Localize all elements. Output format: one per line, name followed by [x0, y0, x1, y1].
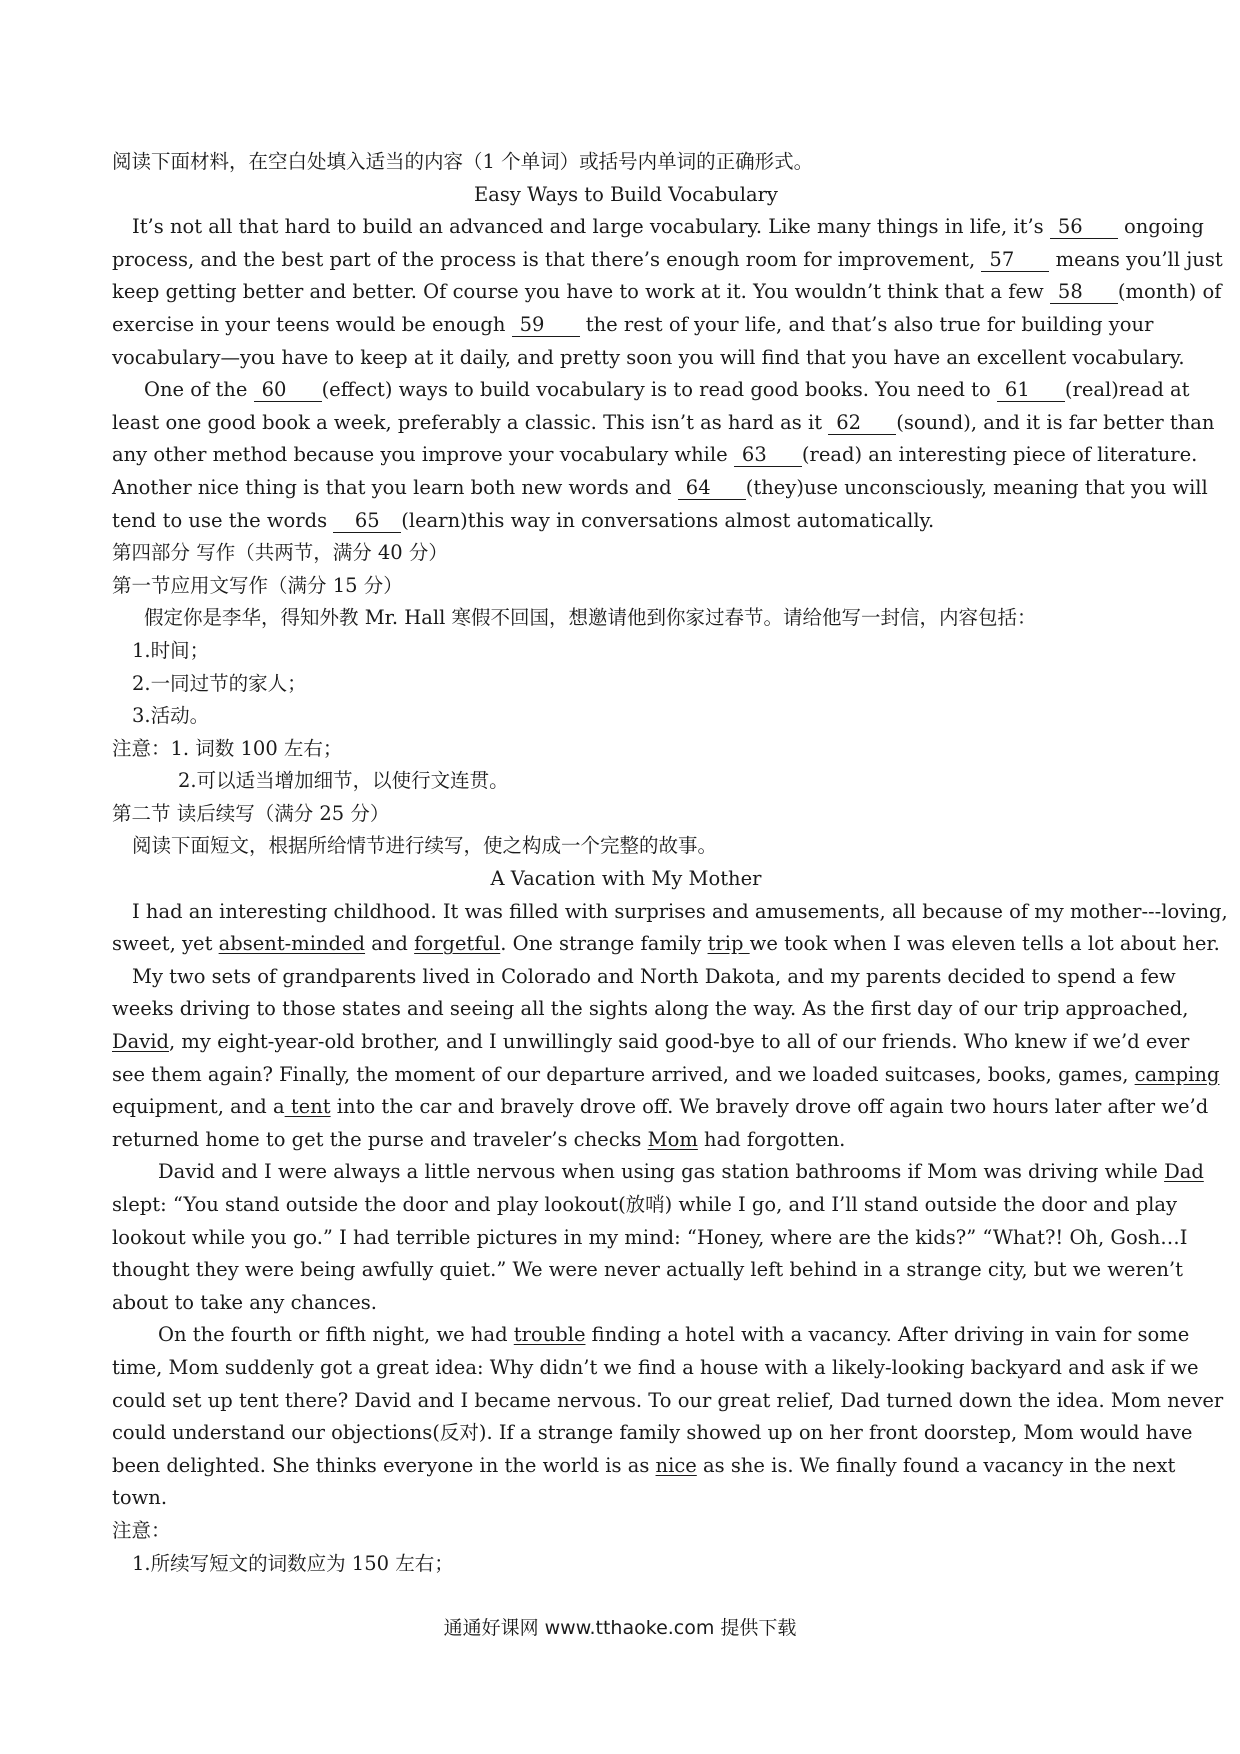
instruction: 阅读下面材料，在空白处填入适当的内容（1 个单词）或括号内单词的正确形式。 — [112, 150, 814, 173]
answer-blank[interactable]: 63 — [734, 444, 802, 467]
passage1-title: Easy Ways to Build Vocabulary — [474, 182, 778, 206]
passage2-line — [112, 1450, 1176, 1483]
underlined-keyword: nice — [655, 1453, 697, 1477]
passage2-line — [112, 993, 1189, 1026]
text-run: , my eight-year-old brother, and I unwillingly said good-bye to all of our friends. Who knew if we’d ever — [169, 1030, 1190, 1054]
text-run: vocabulary—you have to keep at it daily, and pretty soon you will find that you have an excellent vocabulary. — [112, 345, 1185, 369]
underlined-keyword: trouble — [513, 1323, 586, 1347]
text-run: One of the — [144, 378, 254, 402]
underlined-keyword: David — [112, 1030, 169, 1054]
text-run: It’s not all that hard to build an advanced and large vocabulary. Like many things in life, it’s — [132, 215, 1050, 239]
text-run: the rest of your life, and that’s also true for building your — [579, 312, 1154, 336]
section4-heading: 第四部分 写作（共两节，满分 40 分） — [112, 541, 448, 565]
passage1-line — [112, 439, 1198, 472]
passage2-line — [112, 1319, 1190, 1352]
answer-blank[interactable]: 61 — [997, 379, 1065, 402]
text-run: lookout while you go.” I had terrible pictures in my mind: “Honey, where are the kids?” “What?! Oh, Gosh…I — [112, 1225, 1188, 1249]
passage2-line — [112, 1417, 1193, 1450]
part1-heading: 第一节应用文写作（满分 15 分） — [112, 573, 403, 597]
part2-prompt: 阅读下面短文，根据所给情节进行续写，使之构成一个完整的故事。 — [132, 834, 718, 858]
text-run: (they)use unconsciously, meaning that you will — [745, 475, 1208, 499]
text-run: had forgotten. — [697, 1127, 846, 1151]
passage2-line — [112, 1482, 1140, 1515]
text-run: finding a hotel with a vacancy. After driving in vain for some — [585, 1323, 1190, 1347]
text-run: equipment, and a — [112, 1095, 285, 1119]
text-run: (learn)this way in conversations almost automatically. — [401, 508, 935, 532]
text-run: tend to use the words — [112, 508, 334, 532]
passage2-line — [112, 1352, 1199, 1385]
passage1-line — [112, 472, 1208, 505]
text-run: Another nice thing is that you learn both new words and — [112, 475, 678, 499]
answer-blank[interactable]: 58 — [1050, 281, 1118, 304]
answer-blank[interactable]: 64 — [678, 477, 746, 500]
passage2-line — [112, 896, 1228, 929]
text-run: (sound), and it is far better than — [896, 410, 1215, 434]
passage2-line — [112, 1222, 1188, 1255]
passage1-line — [112, 407, 1215, 440]
prompt-item: 1.时间； — [132, 638, 210, 662]
underlined-keyword: absent-minded — [218, 932, 366, 956]
text-run: (effect) ways to build vocabulary is to read good books. You need to — [321, 378, 997, 402]
underlined-keyword: Mom — [647, 1127, 698, 1151]
text-run: could understand our objections(反对). If a strange family showed up on her front doorstep, Mom would have — [112, 1421, 1193, 1445]
passage1-line — [112, 244, 1223, 277]
passage1-line — [112, 211, 1204, 244]
text-run: as she is. We finally found a vacancy in the next — [696, 1453, 1176, 1477]
text-run: town. — [112, 1486, 168, 1510]
text-run: means you’ll just — [1049, 247, 1223, 271]
text-run: exercise in your teens would be enough — [112, 312, 512, 336]
text-run: into the car and bravely drove off. We bravely drove off again two hours later after we’d — [330, 1095, 1209, 1119]
text-run: (read) an interesting piece of literature. — [801, 443, 1198, 467]
text-run: time, Mom suddenly got a great idea: Why didn’t we find a house with a likely-looking backyard and ask if we — [112, 1355, 1199, 1379]
passage2-text — [112, 896, 1228, 1515]
answer-blank[interactable]: 65 — [333, 510, 401, 533]
passage2-line — [112, 1124, 1140, 1157]
underlined-keyword: trip — [707, 932, 750, 956]
passage1-line — [112, 309, 1154, 342]
passage1-text — [112, 211, 1223, 537]
answer-blank[interactable]: 60 — [254, 379, 322, 402]
text-run: least one good book a week, preferably a classic. This isn’t as hard as it — [112, 410, 829, 434]
text-run: On the fourth or fifth night, we had — [158, 1323, 514, 1347]
answer-blank[interactable]: 56 — [1050, 216, 1118, 239]
text-run: keep getting better and better. Of course you have to work at it. You wouldn’t think that a few — [112, 280, 1050, 304]
text-run: we took when I was eleven tells a lot about her. — [749, 932, 1220, 956]
text-run: see them again? Finally, the moment of our departure arrived, and we loaded suitcases, books, games, — [112, 1062, 1135, 1086]
text-run: ongoing — [1117, 215, 1204, 239]
text-run: (month) of — [1117, 280, 1222, 304]
text-run: I had an interesting childhood. It was filled with surprises and amusements, all because of my mother---loving, — [132, 899, 1228, 923]
answer-blank[interactable]: 62 — [828, 412, 896, 435]
passage2-line — [112, 1059, 1220, 1092]
answer-blank[interactable]: 59 — [512, 314, 580, 337]
text-run: could set up tent there? David and I became nervous. To our great relief, Dad turned down the idea. Mom never — [112, 1388, 1224, 1412]
note-line: 注意：1. 词数 100 左右； — [112, 736, 343, 760]
text-run: slept: “You stand outside the door and play lookout(放哨) while I go, and I’ll stand outside the door and play — [112, 1193, 1178, 1216]
underlined-keyword: Dad — [1164, 1160, 1204, 1184]
text-run: David and I were always a little nervous when using gas station bathrooms if Mom was driving while — [158, 1160, 1165, 1184]
passage1-line — [112, 505, 1140, 538]
passage2-line — [112, 961, 1176, 994]
answer-blank[interactable]: 57 — [981, 249, 1049, 272]
underlined-keyword: tent — [284, 1095, 331, 1119]
text-run: My two sets of grandparents lived in Colorado and North Dakota, and my parents decided to spend a few — [132, 964, 1176, 988]
text-run: any other method because you improve your vocabulary while — [112, 443, 734, 467]
passage2-line — [112, 1189, 1178, 1222]
text-run: been delighted. She thinks everyone in the world is as — [112, 1453, 656, 1477]
prompt-item: 2.一同过节的家人； — [132, 671, 307, 695]
text-run: returned home to get the purse and traveler’s checks — [112, 1127, 648, 1151]
text-run: sweet, yet — [112, 932, 219, 956]
passage2-line — [112, 1385, 1224, 1418]
text-run: and — [365, 932, 415, 956]
passage2-line — [112, 1026, 1190, 1059]
part2-heading: 第二节 读后续写（满分 25 分） — [112, 801, 390, 825]
final-note-item: 1.所续写短文的词数应为 150 左右； — [132, 1551, 454, 1575]
passage1-line — [112, 342, 1185, 375]
passage2-line — [112, 1156, 1204, 1189]
passage2-line — [112, 1254, 1183, 1287]
passage2-title: A Vacation with My Mother — [490, 867, 762, 891]
passage2-line — [112, 1287, 1140, 1320]
text-run: (real)read at — [1064, 378, 1190, 402]
text-run: . One strange family — [500, 932, 708, 956]
document-body — [112, 146, 1228, 1580]
text-run: weeks driving to those states and seeing all the sights along the way. As the first day of our trip approached, — [112, 997, 1189, 1021]
text-run: thought they were being awfully quiet.” We were never actually left behind in a strange city, but we weren’t — [112, 1258, 1183, 1282]
footer-source: 通通好课网 www.tthaoke.com 提供下载 — [443, 1617, 797, 1639]
writing-prompt: 假定你是李华，得知外教 Mr. Hall 寒假不回国，想邀请他到你家过春节。请给他写一封信，内容包括： — [144, 606, 1037, 630]
underlined-keyword: camping — [1134, 1062, 1220, 1086]
passage1-line — [112, 374, 1190, 407]
text-run: about to take any chances. — [112, 1290, 377, 1314]
passage1-line — [112, 276, 1222, 309]
prompt-item: 3.活动。 — [132, 704, 210, 728]
note-line: 2.可以适当增加细节，以使行文连贯。 — [178, 769, 509, 793]
passage2-line — [112, 928, 1220, 961]
underlined-keyword: forgetful — [414, 932, 501, 956]
passage2-line — [112, 1091, 1209, 1124]
final-note: 注意： — [112, 1518, 171, 1542]
text-run: process, and the best part of the process is that there’s enough room for improvement, — [112, 247, 982, 271]
